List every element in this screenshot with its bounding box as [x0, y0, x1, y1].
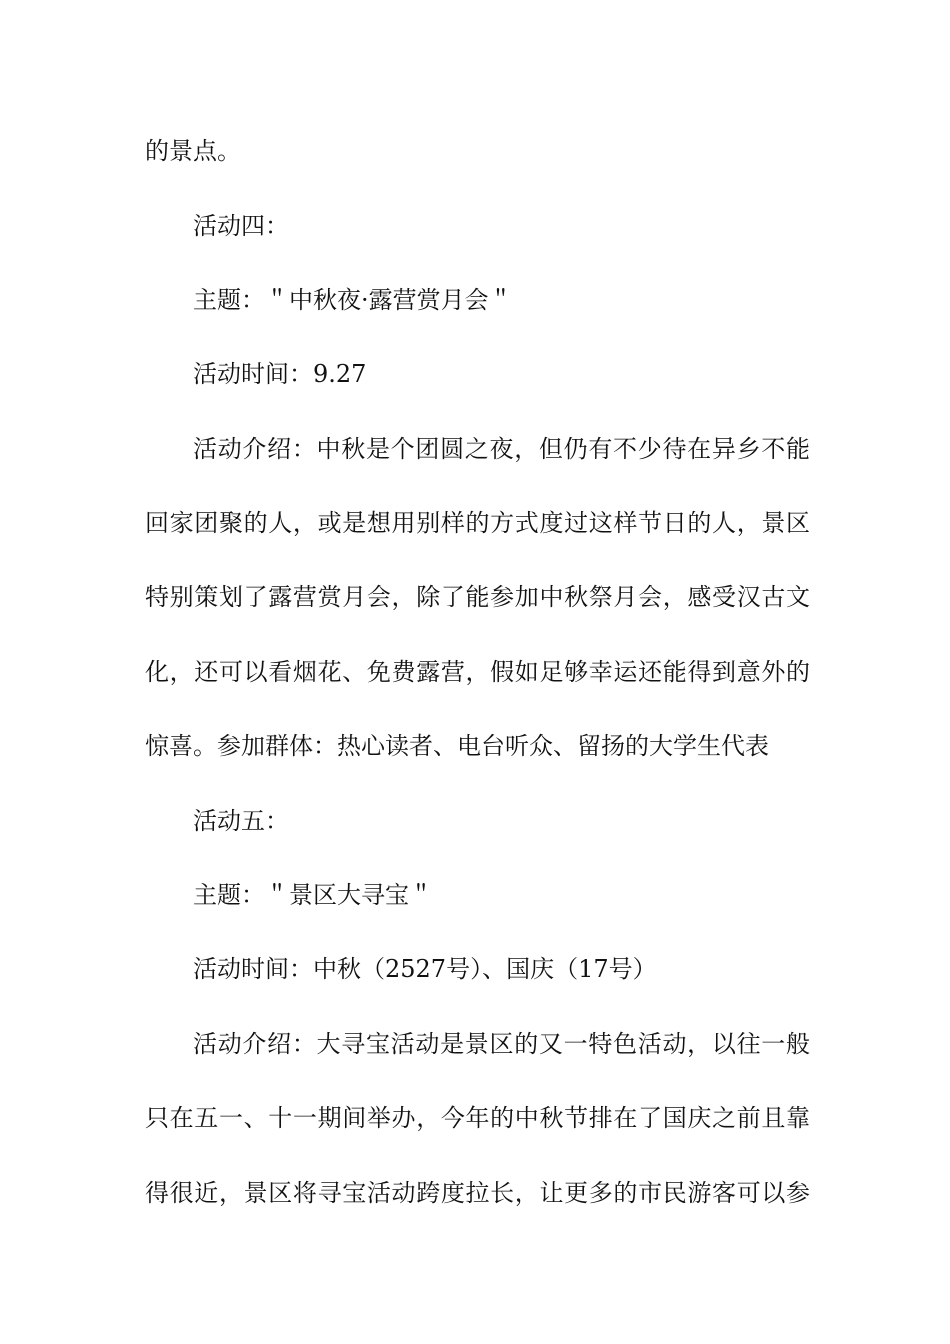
- activity-4-intro-line: 化，还可以看烟花、免费露营，假如足够幸运还能得到意外的: [145, 658, 810, 686]
- section-heading-activity-4: 活动四：: [193, 212, 289, 240]
- activity-4-intro-line: 特别策划了露营赏月会，除了能参加中秋祭月会，感受汉古文: [145, 583, 810, 611]
- activity-4-intro-line: 惊喜。参加群体：热心读者、电台听众、留扬的大学生代表: [145, 732, 769, 760]
- activity-5-time: 活动时间：中秋（2527号）、国庆（17号）: [193, 955, 657, 983]
- activity-4-theme: 主题：＂中秋夜·露营赏月会＂: [193, 286, 513, 314]
- activity-5-intro-line: 活动介绍：大寻宝活动是景区的又一特色活动，以往一般: [193, 1030, 810, 1058]
- activity-5-intro-line: 只在五一、十一期间举办，今年的中秋节排在了国庆之前且靠: [145, 1104, 810, 1132]
- activity-5-theme: 主题：＂景区大寻宝＂: [193, 881, 433, 909]
- section-heading-activity-5: 活动五：: [193, 807, 289, 835]
- activity-5-intro-line: 得很近，景区将寻宝活动跨度拉长，让更多的市民游客可以参: [145, 1179, 810, 1207]
- activity-4-intro-line: 活动介绍：中秋是个团圆之夜，但仍有不少待在异乡不能: [193, 435, 810, 463]
- activity-4-intro-line: 回家团聚的人，或是想用别样的方式度过这样节日的人，景区: [145, 509, 810, 537]
- activity-4-time: 活动时间：9.27: [193, 360, 367, 388]
- paragraph-line: 的景点。: [145, 137, 241, 165]
